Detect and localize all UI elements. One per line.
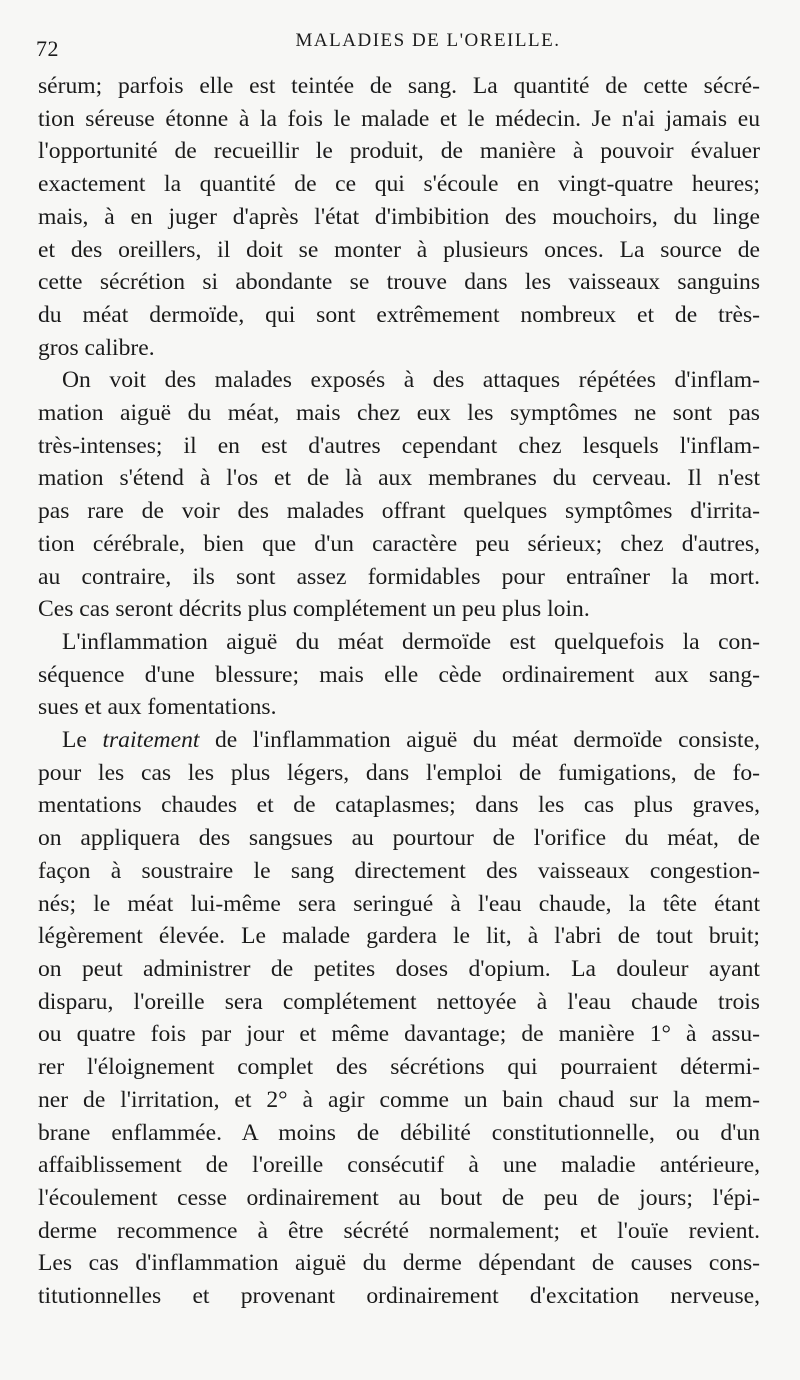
text-line: gros calibre. <box>38 334 155 361</box>
text-line: mentations chaudes et de cataplasmes; dans les cas plus graves, <box>38 792 760 819</box>
text-line: tion cérébrale, bien que d'un caractère peu sérieux; chez d'autres, <box>38 530 760 557</box>
text-line: pas rare de voir des malades offrant quelques symptômes d'irrita- <box>38 498 760 525</box>
text-line: mation aiguë du méat, mais chez eux les symptômes ne sont pas <box>38 400 760 427</box>
text-line: mation s'étend à l'os et de là aux membranes du cerveau. Il n'est <box>38 465 760 492</box>
paragraph-3 <box>38 626 760 724</box>
text-line: cette sécrétion si abondante se trouve dans les vaisseaux sanguins <box>38 269 760 296</box>
text-line: on peut administrer de petites doses d'opium. La douleur ayant <box>38 955 760 982</box>
text-line: L'inflammation aiguë du méat dermoïde est quelquefois la con- <box>62 628 760 655</box>
text-line: façon à soustraire le sang directement des vaisseaux congestion- <box>38 857 760 884</box>
text-line: on appliquera des sangsues au pourtour de l'orifice du méat, de <box>38 825 760 852</box>
text-line: On voit des malades exposés à des attaques répétées d'inflam- <box>62 367 760 394</box>
paragraph-4 <box>38 724 760 1313</box>
page-number: 72 <box>36 36 59 61</box>
running-title: MALADIES DE L'OREILLE. <box>295 30 561 51</box>
text-line: mais, à en juger d'après l'état d'imbibition des mouchoirs, du linge <box>38 203 760 230</box>
text-line: très-intenses; il en est d'autres cependant chez lesquels l'inflam- <box>38 432 760 459</box>
text-line: du méat dermoïde, qui sont extrêmement nombreux et de très- <box>38 301 760 328</box>
text-fragment: de l'inflammation aiguë du méat dermoïde consiste, <box>199 727 760 754</box>
text-line: disparu, l'oreille sera complétement nettoyée à l'eau chaude trois <box>38 988 760 1015</box>
text-line: ou quatre fois par jour et même davantage; de manière 1° à assu- <box>38 1021 760 1048</box>
text-line: légèrement élevée. Le malade gardera le lit, à l'abri de tout bruit; <box>38 923 760 950</box>
body-text <box>38 70 760 1313</box>
text-line: exactement la quantité de ce qui s'écoule en vingt-quatre heures; <box>38 171 760 198</box>
text-line: au contraire, ils sont assez formidables pour entraîner la mort. <box>38 563 760 590</box>
text-line: Les cas d'inflammation aiguë du derme dépendant de causes cons- <box>38 1250 760 1277</box>
text-fragment: Le <box>62 727 103 754</box>
text-line: derme recommence à être sécrété normalement; et l'ouïe revient. <box>38 1217 760 1244</box>
italic-term: traitement <box>102 727 200 754</box>
text-line: l'opportunité de recueillir le produit, de manière à pouvoir évaluer <box>38 138 760 165</box>
text-line: sérum; parfois elle est teintée de sang. La quantité de cette sécré- <box>38 73 760 99</box>
text-line: titutionnelles et provenant ordinairement d'excitation nerveuse, <box>38 1283 760 1310</box>
text-line: affaiblissement de l'oreille consécutif à une maladie antérieure, <box>38 1152 760 1179</box>
text-line: pour les cas les plus légers, dans l'emploi de fumigations, de fo- <box>38 759 760 786</box>
text-line: tion séreuse étonne à la fois le malade et le médecin. Je n'ai jamais eu <box>38 105 760 132</box>
text-line: séquence d'une blessure; mais elle cède ordinairement aux sang- <box>38 661 760 688</box>
page-header <box>36 28 760 68</box>
text-line: rer l'éloignement complet des sécrétions qui pourraient détermi- <box>38 1054 760 1081</box>
text-line: sues et aux fomentations. <box>38 694 277 721</box>
text-line: l'écoulement cesse ordinairement au bout de peu de jours; l'épi- <box>38 1184 760 1211</box>
paragraph-1 <box>38 70 760 364</box>
text-line: nés; le méat lui-même sera seringué à l'eau chaude, la tête étant <box>38 890 760 917</box>
text-line <box>38 724 760 757</box>
paragraph-2 <box>38 364 760 626</box>
text-line: Ces cas seront décrits plus complétement un peu plus loin. <box>38 596 590 623</box>
text-line: ner de l'irritation, et 2° à agir comme un bain chaud sur la mem- <box>38 1086 760 1113</box>
text-line: brane enflammée. A moins de débilité constitutionnelle, ou d'un <box>38 1119 760 1146</box>
text-line: et des oreillers, il doit se monter à plusieurs onces. La source de <box>38 236 760 263</box>
